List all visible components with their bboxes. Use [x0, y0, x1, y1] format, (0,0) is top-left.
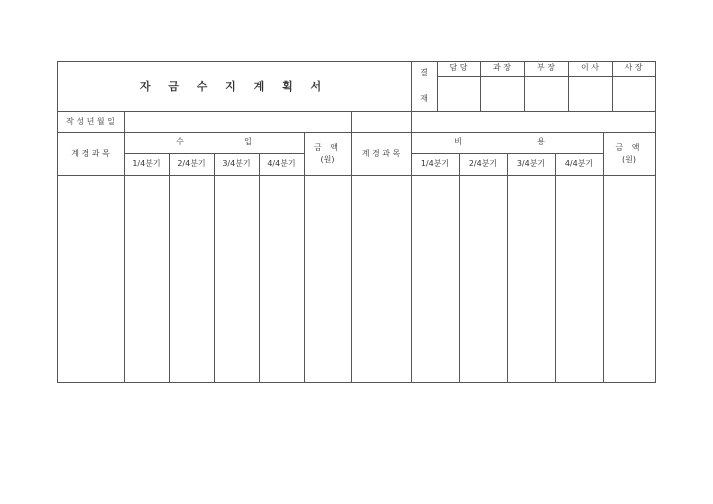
expense-quarter-line [555, 153, 556, 383]
expense-quarter-line [507, 153, 508, 383]
expense-amount-line [603, 132, 604, 383]
form-title: 자 금 수 지 계 획 서 [139, 80, 329, 93]
income-quarter-1: 1/4분기 [132, 159, 161, 168]
income-account-label: 계 경 과 목 [71, 149, 110, 158]
approval-role-director: 이 사 [581, 63, 599, 72]
expense-quarter-1: 1/4분기 [420, 159, 450, 168]
income-account-line [124, 132, 125, 383]
outer-right-border [655, 61, 656, 383]
expense-quarter-line [459, 153, 460, 383]
approval-role-divider [437, 76, 656, 77]
income-header-left: 수 [176, 137, 184, 146]
income-quarter-line [214, 153, 215, 383]
outer-bottom-border [57, 382, 656, 383]
income-amount-line [304, 132, 305, 383]
income-quarter-4: 4/4분기 [267, 159, 296, 168]
expense-quarters-left-line [411, 111, 412, 383]
approval-role-section-chief: 과 장 [493, 63, 511, 72]
approval-label-top: 결 [420, 68, 428, 77]
expense-quarter-2: 2/4분기 [468, 159, 498, 168]
date-label: 작 성 년 월 일 [66, 117, 115, 126]
approval-role-department-head: 부 장 [537, 63, 555, 72]
approval-label-bottom: 재 [420, 94, 428, 103]
date-row-bottom-line [57, 132, 656, 133]
approval-role-manager: 담 당 [449, 63, 468, 72]
expense-amount-label: 금 액 [615, 143, 643, 152]
expense-header-right: 용 [537, 137, 545, 146]
expense-account-label: 계 경 과 목 [361, 149, 401, 158]
income-quarter-3: 3/4분기 [222, 159, 251, 168]
header-bottom-line [57, 111, 656, 112]
expense-quarter-3: 3/4분기 [516, 159, 546, 168]
income-quarter-line [169, 153, 170, 383]
income-quarter-2: 2/4분기 [177, 159, 206, 168]
income-amount-unit: (원) [320, 155, 335, 164]
outer-top-border [57, 61, 656, 62]
date-label-divider [124, 111, 125, 133]
income-header-right: 입 [244, 137, 252, 146]
income-amount-label: 금 액 [314, 143, 341, 152]
approval-role-president: 사 장 [624, 63, 643, 72]
expense-amount-unit: (원) [622, 155, 636, 164]
expense-header-left: 비 [454, 137, 462, 146]
column-header-bottom-line [57, 175, 656, 176]
income-quarter-line [259, 153, 260, 383]
outer-left-border [57, 61, 58, 383]
expense-quarter-4: 4/4분기 [564, 159, 594, 168]
